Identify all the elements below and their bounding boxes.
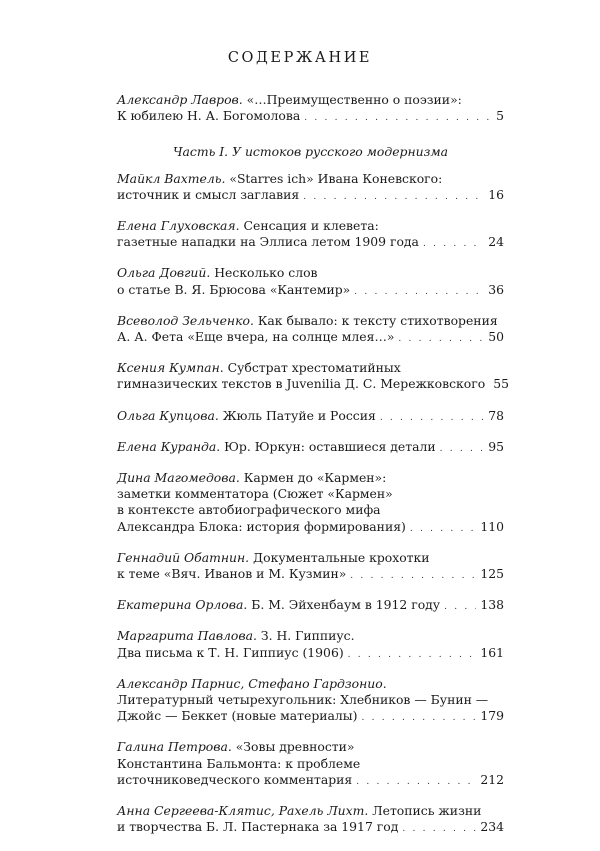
toc-entry-author: Екатерина Орлова. — [117, 597, 248, 613]
toc-page-number: 161 — [480, 644, 504, 660]
toc-entry-text — [117, 282, 350, 298]
toc-entry-title-part: гимназических текстов в Juvenilia Д. С. Мережковского — [117, 376, 486, 392]
toc-page-number: 78 — [488, 407, 504, 423]
toc-entry-title-part: Несколько слов — [210, 265, 318, 281]
dot-leader — [350, 568, 476, 584]
toc-entry-text — [117, 803, 481, 818]
toc-entry-title-part: З. Н. Гиппиус. — [256, 628, 355, 644]
toc-page-number: 50 — [488, 329, 504, 345]
toc-entry-line — [117, 756, 504, 772]
toc-entry — [117, 470, 504, 537]
section-heading: Часть I. У истоков русского модернизма — [172, 144, 449, 160]
toc-entry-author: Маргарита Павлова. — [117, 628, 257, 644]
dot-leader — [304, 110, 492, 126]
toc-entry-title-part: Константина Бальмонта: к проблеме — [117, 755, 361, 771]
toc-entry-title-part: Жюль Патуйе и Россия — [218, 407, 376, 423]
toc-entry-title-part: газетные нападки на Эллиса летом 1909 года — [117, 234, 419, 250]
toc-entry-text — [117, 360, 401, 375]
toc-entry-title-part: и творчества Б. Л. Пастернака за 1917 год — [117, 819, 399, 835]
toc-entry-text — [117, 519, 406, 535]
dot-leader — [356, 774, 476, 790]
toc-entry-line — [117, 171, 504, 187]
dot-leader — [354, 284, 484, 300]
toc-entry-title-part: Сенсация и клевета: — [239, 218, 379, 234]
toc-entry-author: Дина Магомедова. — [117, 470, 240, 486]
toc-entry — [117, 408, 504, 426]
toc-entry — [117, 597, 504, 615]
toc-entry-last-line — [117, 439, 504, 457]
toc-entry-last-line — [117, 819, 504, 837]
dot-leader — [303, 189, 484, 205]
toc-entry-text — [117, 313, 498, 328]
toc-entry-title-part: Литературный четырехугольник: Хлебников — Бунин — — [117, 692, 489, 708]
toc-entry-title-part: источник и смысл заглавия — [117, 186, 300, 202]
dot-leader — [361, 710, 476, 726]
toc-entry-line — [117, 470, 504, 486]
toc-entry-author: Галина Петрова. — [117, 739, 232, 755]
toc-entry-line — [117, 502, 504, 518]
toc-entry-author: Всеволод Зельченко. — [117, 312, 254, 328]
toc-entry — [117, 218, 504, 252]
toc-entries — [117, 170, 509, 838]
toc-entry — [117, 313, 504, 347]
toc-entry-title-part: Кармен до «Кармен»: — [239, 470, 387, 486]
toc-entry-author: Геннадий Обатнин. — [117, 549, 250, 565]
toc-entry-line — [117, 628, 504, 644]
toc-entry-last-line — [117, 108, 504, 126]
page-title: СОДЕРЖАНИЕ — [227, 50, 373, 66]
toc-entry-text — [117, 234, 419, 250]
toc-page-number: 110 — [480, 518, 504, 534]
toc-entry-line — [117, 360, 504, 376]
toc-entry-text — [117, 486, 393, 501]
toc-entry-text — [117, 171, 442, 186]
dot-leader — [348, 647, 477, 663]
toc-entry-line — [117, 803, 504, 819]
toc-entry-author: Елена Глуховская. — [117, 218, 240, 234]
toc-entry-text — [117, 645, 344, 661]
toc-entry-title-part: к теме «Вяч. Иванов и М. Кузмин» — [117, 566, 347, 582]
toc-entry-author: Ксения Кумпан. — [117, 360, 224, 376]
toc-entry — [117, 439, 504, 457]
toc-entry — [117, 360, 509, 394]
dot-leader — [402, 821, 476, 837]
table-of-contents — [117, 92, 509, 851]
dot-leader — [380, 410, 484, 426]
toc-entry-text — [117, 708, 357, 724]
toc-entry-title-part: Субстрат хрестоматийных — [223, 360, 401, 376]
toc-entry-title-part: Два письма к Т. Н. Гиппиус (1906) — [117, 644, 344, 660]
toc-entry-text — [117, 187, 299, 203]
toc-entry-title-part: Юр. Юркун: оставшиеся детали — [220, 438, 436, 454]
toc-entry-intro — [117, 92, 504, 126]
toc-entry — [117, 628, 504, 662]
toc-entry — [117, 171, 504, 205]
toc-entry — [117, 265, 504, 299]
toc-entry-last-line — [117, 408, 504, 426]
toc-page-number: 36 — [488, 281, 504, 297]
toc-entry-last-line — [117, 519, 504, 537]
toc-entry-title-part: Летопись жизни — [368, 803, 482, 819]
toc-entry-text — [117, 329, 394, 345]
toc-entry-text — [117, 265, 318, 280]
dot-leader — [410, 521, 476, 537]
toc-entry-line — [117, 676, 504, 692]
toc-entry-title-part: А. А. Фета «Еще вчера, на солнце млея…» — [117, 329, 395, 345]
toc-entry-text — [117, 739, 354, 754]
dot-leader — [398, 331, 484, 347]
toc-entry — [117, 803, 504, 837]
toc-page-number: 95 — [488, 438, 504, 454]
toc-entry-text — [117, 676, 387, 691]
toc-entry-text — [117, 566, 346, 582]
toc-entry-title-part: Джойс — Беккет (новые материалы) — [117, 708, 358, 724]
toc-entry-line — [117, 486, 504, 502]
dot-leader — [423, 236, 484, 252]
toc-entry-author: Ольга Довгий. — [117, 265, 211, 281]
toc-entry — [117, 676, 504, 727]
toc-entry-text — [117, 819, 398, 835]
toc-entry-text — [117, 692, 488, 707]
toc-entry-text — [117, 218, 379, 233]
toc-page-number: 5 — [496, 108, 504, 124]
toc-entry-author: Александр Парнис, Стефано Гардзонио. — [117, 675, 387, 691]
toc-entry — [117, 550, 504, 584]
toc-entry-line — [117, 313, 504, 329]
toc-page-number: 55 — [493, 376, 509, 392]
toc-entry-text — [117, 502, 381, 517]
toc-entry-last-line — [117, 282, 504, 300]
toc-entry-text — [117, 597, 440, 613]
toc-entry-text — [117, 550, 430, 565]
toc-entry-text — [117, 376, 485, 392]
toc-entry-line — [117, 550, 504, 566]
toc-entry-line — [117, 739, 504, 755]
toc-entry-text — [117, 756, 360, 771]
toc-entry-last-line — [117, 187, 504, 205]
toc-page-number: 24 — [488, 234, 504, 250]
dot-leader — [444, 599, 476, 615]
toc-entry-line — [117, 218, 504, 234]
toc-entry-last-line — [117, 566, 504, 584]
toc-entry-title-part: Как бывало: к тексту стихотворения — [253, 312, 498, 328]
toc-entry-title-part: К юбилею Н. А. Богомолова — [117, 108, 301, 124]
toc-entry-first-line — [117, 92, 504, 108]
toc-entry-author: Майкл Вахтель. — [117, 170, 226, 186]
toc-entry-author: Анна Сергеева-Клятис, Рахель Лихт. — [117, 803, 369, 819]
toc-entry-author: Елена Куранда. — [117, 438, 221, 454]
toc-entry-title-part: Александра Блока: история формирования) — [117, 518, 406, 534]
toc-entry-author: Александр Лавров. — [117, 92, 243, 107]
toc-entry-title-part: заметки комментатора (Сюжет «Кармен» — [117, 486, 393, 502]
toc-entry-title-part: «Starres ich» Ивана Коневского: — [225, 170, 443, 186]
toc-page-number: 212 — [480, 771, 504, 787]
dot-leader — [440, 441, 485, 457]
toc-entry-line — [117, 265, 504, 281]
toc-entry-last-line — [117, 376, 509, 394]
toc-entry-last-line — [117, 708, 504, 726]
toc-entry-last-line — [117, 234, 504, 252]
toc-entry-last-line — [117, 597, 504, 615]
toc-entry-author: Ольга Купцова. — [117, 407, 219, 423]
toc-entry-text — [117, 628, 355, 643]
toc-entry-text — [117, 772, 352, 788]
toc-entry-title-part: «…Преимущественно о поэзии»: — [242, 92, 462, 107]
toc-entry-last-line — [117, 329, 504, 347]
toc-entry-title-part: «Зовы древности» — [231, 739, 355, 755]
toc-entry-title-part: Б. М. Эйхенбаум в 1912 году — [247, 597, 441, 613]
toc-entry-title-part: источниковедческого комментария — [117, 771, 353, 787]
toc-page-number: 179 — [480, 708, 504, 724]
toc-entry-title-part: Документальные крохотки — [249, 549, 430, 565]
toc-page-number: 138 — [480, 597, 504, 613]
toc-entry-last-line — [117, 772, 504, 790]
toc-page-number: 234 — [480, 819, 504, 835]
toc-entry-last-line — [117, 645, 504, 663]
toc-entry-text — [117, 470, 386, 485]
toc-page-number: 16 — [488, 186, 504, 202]
toc-entry-line — [117, 692, 504, 708]
toc-entry-title-part: в контексте автобиографического мифа — [117, 502, 381, 518]
toc-entry-text — [117, 439, 436, 455]
toc-entry — [117, 739, 504, 790]
toc-entry-text — [117, 408, 376, 424]
toc-page-number: 125 — [480, 566, 504, 582]
toc-entry-title-part: о статье В. Я. Брюсова «Кантемир» — [117, 281, 351, 297]
